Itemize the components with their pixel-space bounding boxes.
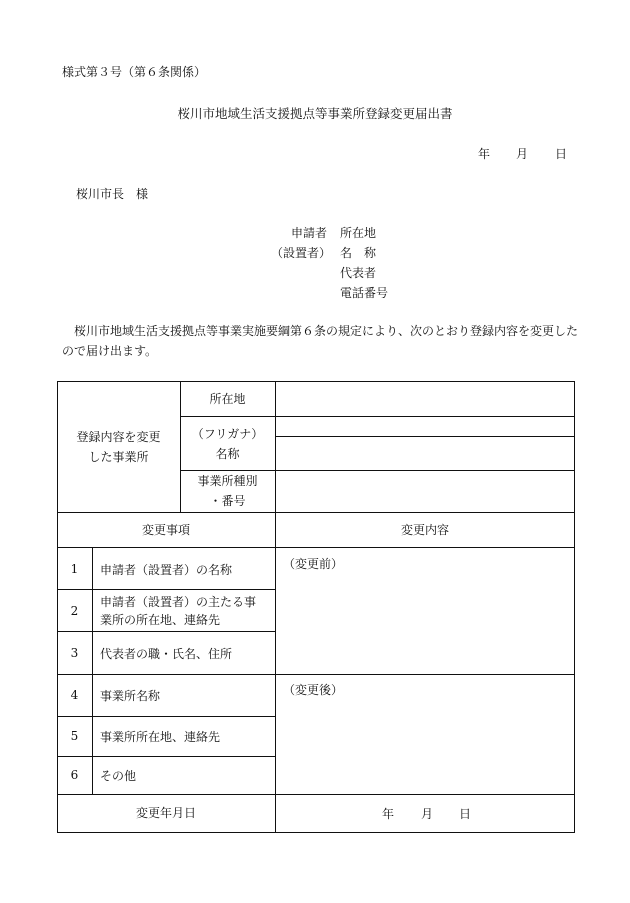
applicant-name-label: 名 称 <box>340 246 377 260</box>
form-table <box>57 381 575 833</box>
section-label <box>57 427 180 467</box>
item-label: 事業所名称 <box>100 689 161 703</box>
date-day-label: 日 <box>555 147 568 161</box>
applicant-sub-label: （設置者） <box>271 246 332 260</box>
row-address-label: 所在地 <box>209 392 246 406</box>
row-type-line2: ・番号 <box>209 494 246 508</box>
form-number: 様式第３号（第６条関係） <box>62 65 207 79</box>
applicant-representative-label: 代表者 <box>340 266 377 280</box>
item-label: その他 <box>100 769 137 783</box>
applicant-phone-label: 電話番号 <box>340 286 389 300</box>
item-number: 2 <box>70 604 79 618</box>
change-date-month: 月 <box>421 807 434 821</box>
change-date-label: 変更年月日 <box>135 806 196 820</box>
item-number: 3 <box>70 646 79 660</box>
row-type-label <box>180 471 275 511</box>
change-date-day: 日 <box>459 807 472 821</box>
item-number: 5 <box>70 729 79 743</box>
body-text: 桜川市地域生活支援拠点等事業実施要綱第６条の規定により、次のとおり登録内容を変更したので届け出ます。 <box>62 324 579 358</box>
section-label-line2: した事業所 <box>88 450 149 464</box>
item-label: 代表者の職・氏名、住所 <box>100 647 233 661</box>
change-content-header: 変更内容 <box>400 523 449 537</box>
applicant-label: 申請者 <box>291 226 328 240</box>
date-month-label: 月 <box>516 147 529 161</box>
item-label: 申請者（設置者）の名称 <box>100 563 233 577</box>
after-label: （変更後） <box>283 683 344 697</box>
item-label-line1: 申請者（設置者）の主たる事 <box>100 595 257 609</box>
item-number: 6 <box>70 768 79 782</box>
row-furigana-label: （フリガナ） <box>191 427 264 441</box>
row-type-line1: 事業所種別 <box>197 474 258 488</box>
item-number: 4 <box>70 688 79 702</box>
row-name-label: 名称 <box>215 447 240 461</box>
change-date-year: 年 <box>382 807 395 821</box>
item-label <box>100 593 256 629</box>
section-label-line1: 登録内容を変更 <box>76 430 161 444</box>
document-title: 桜川市地域生活支援拠点等事業所登録変更届出書 <box>177 106 453 121</box>
date-year-label: 年 <box>478 147 491 161</box>
applicant-address-label: 所在地 <box>340 226 377 240</box>
change-items-header: 変更事項 <box>141 523 190 537</box>
item-label: 事業所所在地、連絡先 <box>100 730 221 744</box>
item-label-line2: 業所の所在地、連絡先 <box>100 613 221 627</box>
before-label: （変更前） <box>283 557 344 571</box>
addressee: 桜川市長 様 <box>76 187 149 201</box>
item-number: 1 <box>70 562 79 576</box>
